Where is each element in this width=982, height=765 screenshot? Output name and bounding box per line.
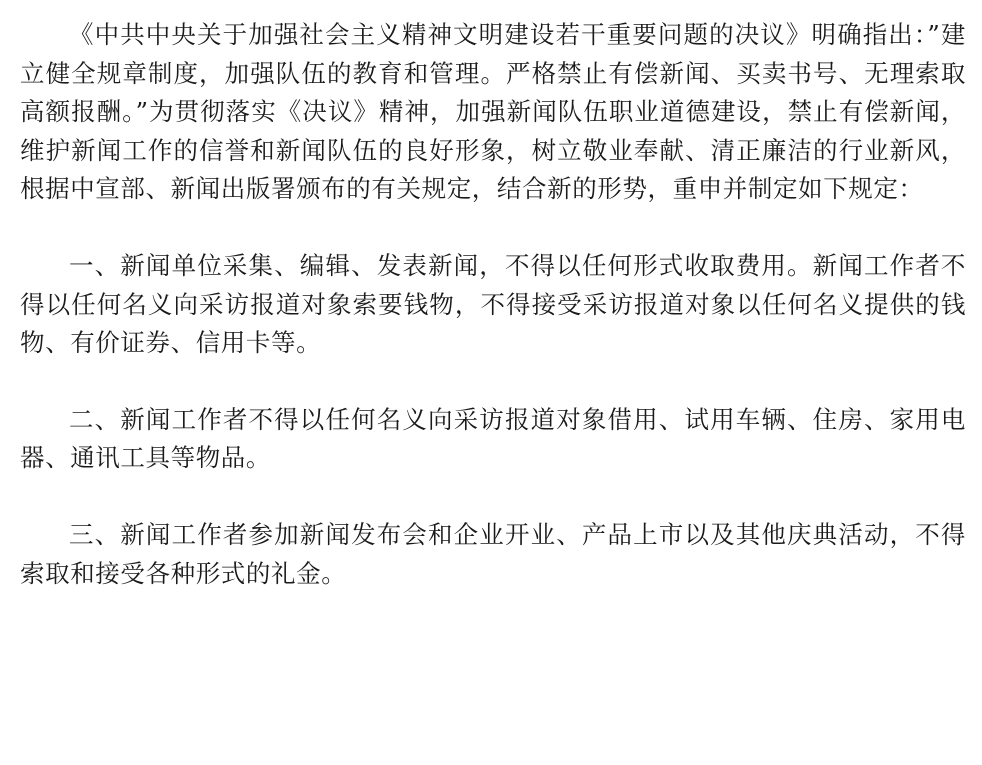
rule-3-paragraph: 三、新闻工作者参加新闻发布会和企业开业、产品上市以及其他庆典活动，不得索取和接受各种形式的礼金。 [20,519,966,588]
intro-paragraph: 《中共中央关于加强社会主义精神文明建设若干重要问题的决议》明确指出：”建立健全规章制度，加强队伍的教育和管理。严格禁止有偿新闻、买卖书号、无理索取高额报酬。”为贯彻落实《决议》精神，加强新闻队伍职业道德建设，禁止有偿新闻，维护新闻工作的信誉和新闻队伍的良好形象，树立敬业奉献、清正廉洁的行业新风，根据中宣部、新闻出版署颁布的有关规定，结合新的形势，重申并制定如下规定： [20,20,966,204]
document-body [20,16,966,593]
rule-2-paragraph: 二、新闻工作者不得以任何名义向采访报道对象借用、试用车辆、住房、家用电器、通讯工具等物品。 [20,404,966,473]
rule-1-paragraph: 一、新闻单位采集、编辑、发表新闻，不得以任何形式收取费用。新闻工作者不得以任何名义向采访报道对象索要钱物，不得接受采访报道对象以任何名义提供的钱物、有价证券、信用卡等。 [20,250,966,358]
